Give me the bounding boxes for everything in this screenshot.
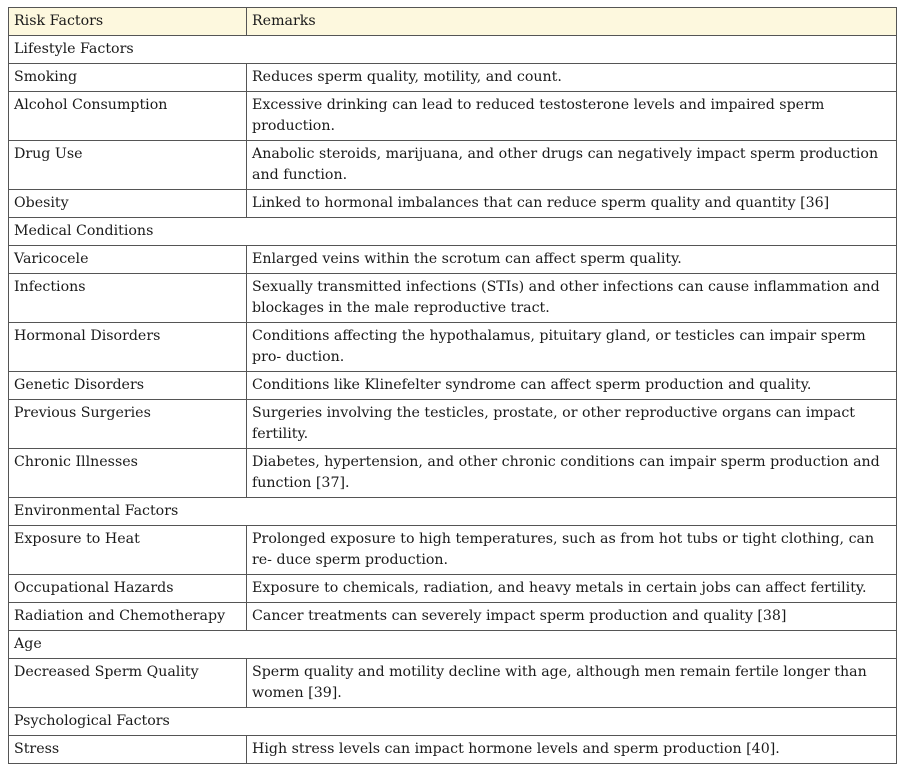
risk-factor-cell: Alcohol Consumption — [9, 92, 247, 141]
table-row — [9, 246, 897, 274]
risk-factor-cell: Hormonal Disorders — [9, 323, 247, 372]
table-row — [9, 603, 897, 631]
remark-cell: High stress levels can impact hormone levels and sperm production [40]. — [247, 736, 897, 764]
section-heading: Environmental Factors — [9, 498, 897, 526]
remark-cell: Linked to hormonal imbalances that can reduce sperm quality and quantity [36] — [247, 190, 897, 218]
remark-cell: Conditions like Klinefelter syndrome can affect sperm production and quality. — [247, 372, 897, 400]
risk-factor-cell: Smoking — [9, 64, 247, 92]
risk-factor-cell: Exposure to Heat — [9, 526, 247, 575]
section-row — [9, 218, 897, 246]
table-row — [9, 190, 897, 218]
risk-factor-cell: Varicocele — [9, 246, 247, 274]
table-row — [9, 274, 897, 323]
remark-cell: Conditions affecting the hypothalamus, pituitary gland, or testicles can impair sperm pro- duction. — [247, 323, 897, 372]
section-row — [9, 36, 897, 64]
table-row — [9, 449, 897, 498]
remark-cell: Enlarged veins within the scrotum can affect sperm quality. — [247, 246, 897, 274]
section-row — [9, 708, 897, 736]
risk-factor-cell: Stress — [9, 736, 247, 764]
risk-factor-cell: Occupational Hazards — [9, 575, 247, 603]
risk-factor-cell: Infections — [9, 274, 247, 323]
table-row — [9, 64, 897, 92]
risk-factors-table — [8, 7, 897, 764]
table-row — [9, 92, 897, 141]
table-row — [9, 372, 897, 400]
table-row — [9, 400, 897, 449]
section-row — [9, 631, 897, 659]
remark-cell: Exposure to chemicals, radiation, and heavy metals in certain jobs can affect fertility. — [247, 575, 897, 603]
table-row — [9, 141, 897, 190]
section-heading: Age — [9, 631, 897, 659]
section-heading: Psychological Factors — [9, 708, 897, 736]
risk-factor-cell: Chronic Illnesses — [9, 449, 247, 498]
remark-cell: Sexually transmitted infections (STIs) and other infections can cause inflammation and blockages in the male reproductive tract. — [247, 274, 897, 323]
risk-factor-cell: Drug Use — [9, 141, 247, 190]
section-heading: Medical Conditions — [9, 218, 897, 246]
remark-cell: Excessive drinking can lead to reduced testosterone levels and impaired sperm production. — [247, 92, 897, 141]
remark-cell: Reduces sperm quality, motility, and count. — [247, 64, 897, 92]
section-row — [9, 498, 897, 526]
section-heading: Lifestyle Factors — [9, 36, 897, 64]
remark-cell: Sperm quality and motility decline with age, although men remain fertile longer than women [39]. — [247, 659, 897, 708]
table-row — [9, 575, 897, 603]
risk-factor-cell: Obesity — [9, 190, 247, 218]
risk-factor-cell: Decreased Sperm Quality — [9, 659, 247, 708]
table-row — [9, 323, 897, 372]
header-row — [9, 8, 897, 36]
table-header — [9, 8, 897, 36]
remark-cell: Diabetes, hypertension, and other chronic conditions can impair sperm production and function [37]. — [247, 449, 897, 498]
remark-cell: Cancer treatments can severely impact sperm production and quality [38] — [247, 603, 897, 631]
table-row — [9, 736, 897, 764]
risk-factor-cell: Genetic Disorders — [9, 372, 247, 400]
remark-cell: Anabolic steroids, marijuana, and other drugs can negatively impact sperm production and function. — [247, 141, 897, 190]
header-remarks: Remarks — [247, 8, 897, 36]
header-risk-factors: Risk Factors — [9, 8, 247, 36]
table-row — [9, 526, 897, 575]
table-body — [9, 36, 897, 764]
risk-factor-cell: Radiation and Chemotherapy — [9, 603, 247, 631]
table-row — [9, 659, 897, 708]
risk-factor-cell: Previous Surgeries — [9, 400, 247, 449]
remark-cell: Surgeries involving the testicles, prostate, or other reproductive organs can impact fertility. — [247, 400, 897, 449]
remark-cell: Prolonged exposure to high temperatures, such as from hot tubs or tight clothing, can re- duce sperm production. — [247, 526, 897, 575]
